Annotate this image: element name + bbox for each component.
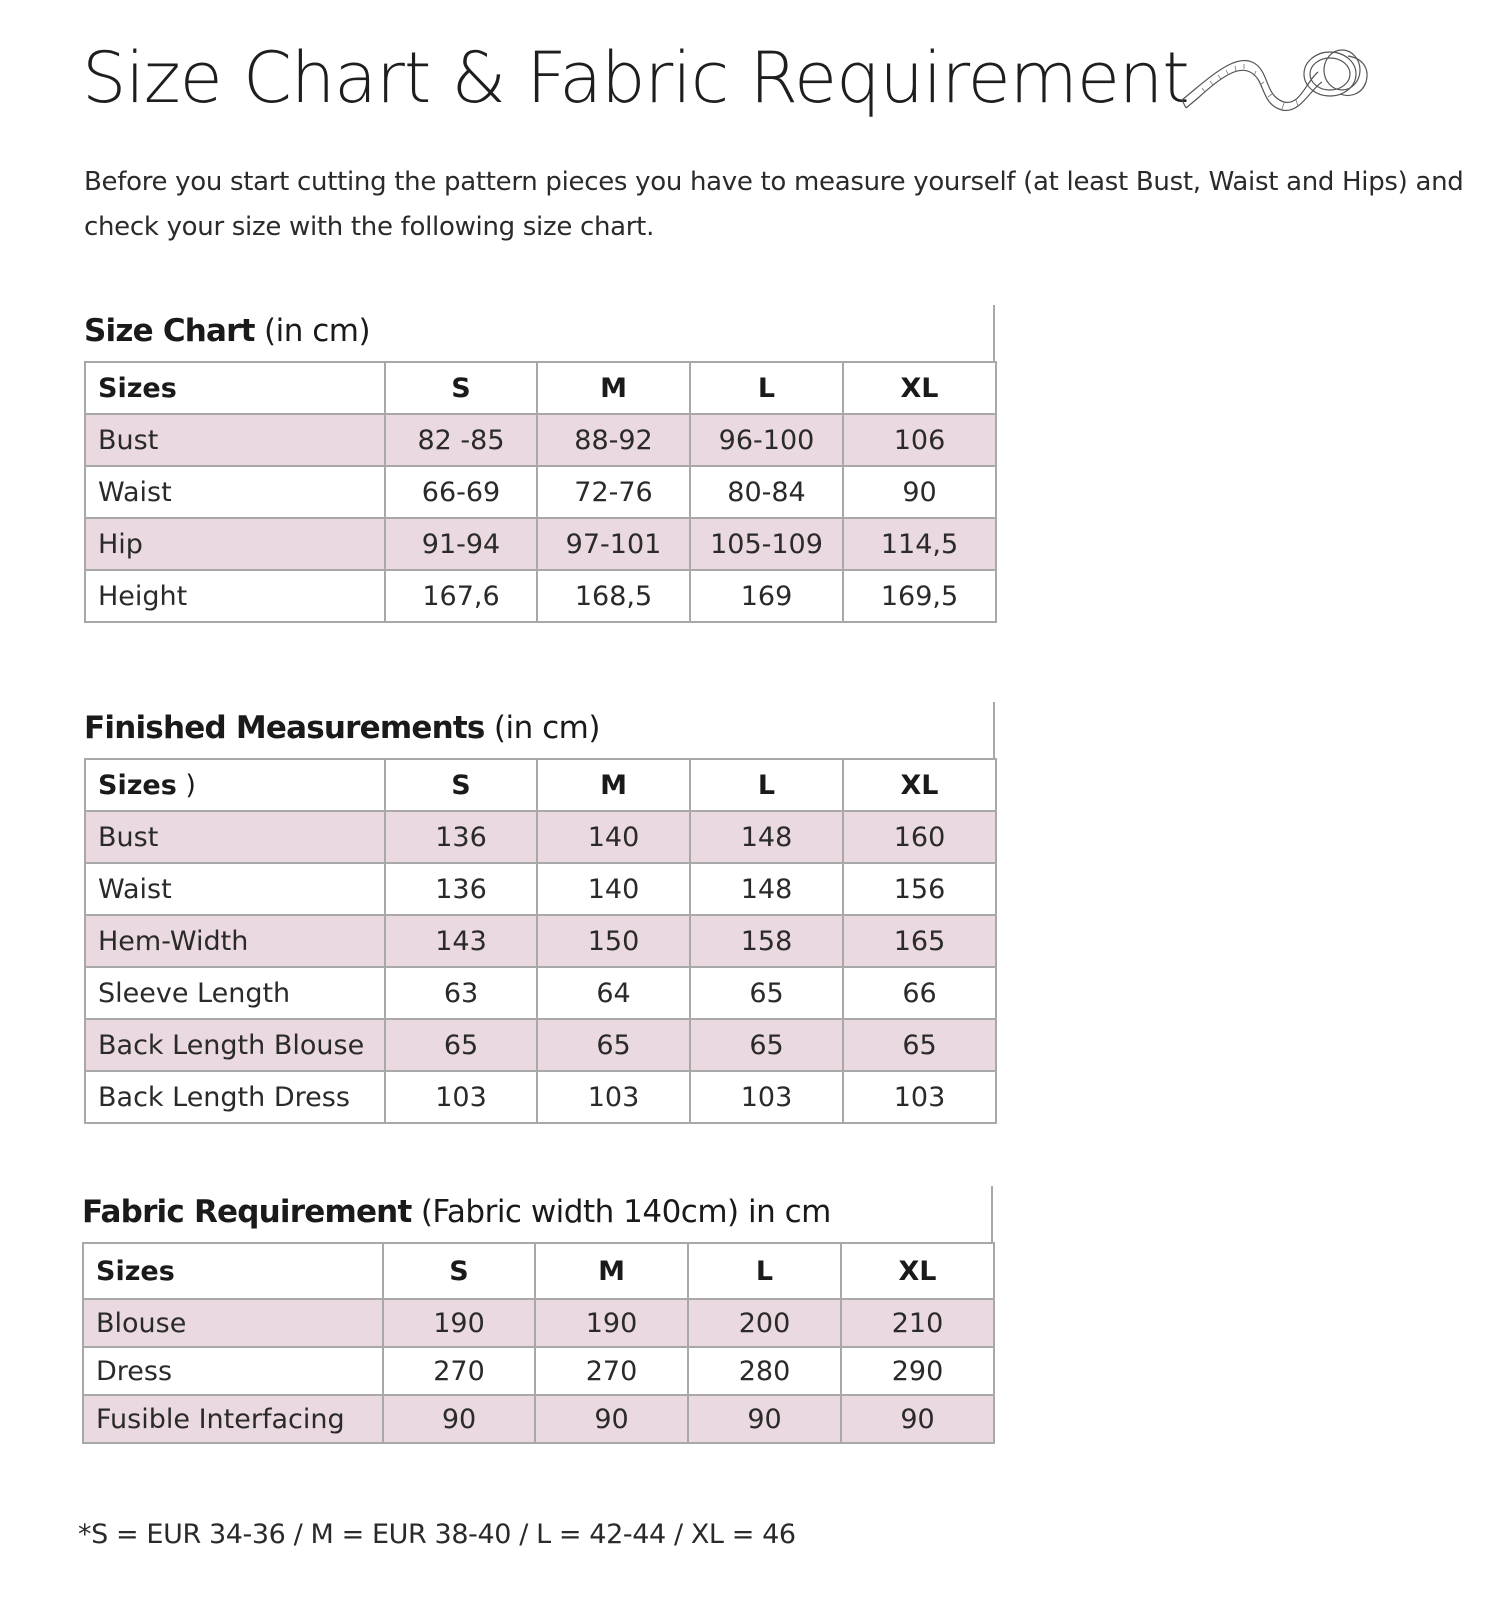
table-cell: 91-94 <box>385 518 537 570</box>
table-row <box>83 1347 994 1395</box>
table-row <box>85 518 996 570</box>
table-cell: 90 <box>688 1395 841 1443</box>
row-label: Dress <box>83 1347 383 1395</box>
measuring-tape-icon <box>1180 38 1370 118</box>
table-cell: 72-76 <box>537 466 690 518</box>
fabric-requirement-section <box>82 1186 993 1444</box>
column-header: Sizes <box>85 362 385 414</box>
table-row <box>85 811 996 863</box>
table-cell: 167,6 <box>385 570 537 622</box>
row-label: Fusible Interfacing <box>83 1395 383 1443</box>
table-row <box>83 1395 994 1443</box>
table-cell: 65 <box>385 1019 537 1071</box>
table-cell: 63 <box>385 967 537 1019</box>
fabric-requirement-title-bold: Fabric Requirement <box>82 1194 412 1230</box>
table-cell: 80-84 <box>690 466 843 518</box>
row-label: Back Length Blouse <box>85 1019 385 1071</box>
table-cell: 105-109 <box>690 518 843 570</box>
table-cell: 270 <box>383 1347 535 1395</box>
column-header: M <box>537 759 690 811</box>
table-cell: 140 <box>537 863 690 915</box>
column-header: M <box>537 362 690 414</box>
table-cell: 106 <box>843 414 996 466</box>
table-cell: 169 <box>690 570 843 622</box>
table-cell: 82 -85 <box>385 414 537 466</box>
table-cell: 200 <box>688 1299 841 1347</box>
table-header-row <box>85 759 996 811</box>
table-row <box>85 570 996 622</box>
table-cell: 136 <box>385 863 537 915</box>
table-cell: 148 <box>690 811 843 863</box>
table-cell: 114,5 <box>843 518 996 570</box>
size-conversion-footnote: *S = EUR 34-36 / M = EUR 38-40 / L = 42-44 / XL = 46 <box>78 1519 796 1550</box>
table-cell: 280 <box>688 1347 841 1395</box>
table-cell: 143 <box>385 915 537 967</box>
table-cell: 103 <box>537 1071 690 1123</box>
fabric-requirement-title <box>82 1186 993 1242</box>
table-row <box>85 915 996 967</box>
table-row <box>85 1019 996 1071</box>
table-cell: 136 <box>385 811 537 863</box>
finished-measurements-title-unit: (in cm) <box>484 710 600 746</box>
table-row <box>85 863 996 915</box>
row-label: Back Length Dress <box>85 1071 385 1123</box>
table-row <box>85 414 996 466</box>
table-cell: 168,5 <box>537 570 690 622</box>
table-cell: 169,5 <box>843 570 996 622</box>
finished-measurements-title-bold: Finished Measurements <box>84 710 485 746</box>
finished-measurements-section <box>84 702 995 1124</box>
table-cell: 66-69 <box>385 466 537 518</box>
table-cell: 190 <box>535 1299 688 1347</box>
table-cell: 210 <box>841 1299 994 1347</box>
table-cell: 150 <box>537 915 690 967</box>
table-cell: 190 <box>383 1299 535 1347</box>
column-header: XL <box>843 759 996 811</box>
column-header: S <box>383 1243 535 1299</box>
column-header: XL <box>841 1243 994 1299</box>
table-cell: 66 <box>843 967 996 1019</box>
table-row <box>85 1071 996 1123</box>
column-header: L <box>690 362 843 414</box>
table-row <box>85 967 996 1019</box>
table-cell: 158 <box>690 915 843 967</box>
table-cell: 97-101 <box>537 518 690 570</box>
fabric-requirement-table <box>82 1242 995 1444</box>
row-label: Bust <box>85 414 385 466</box>
finished-measurements-title <box>84 702 995 758</box>
size-chart-title-unit: (in cm) <box>254 313 371 349</box>
table-cell: 65 <box>843 1019 996 1071</box>
column-header <box>85 759 385 811</box>
table-cell: 165 <box>843 915 996 967</box>
row-label: Height <box>85 570 385 622</box>
table-cell: 88-92 <box>537 414 690 466</box>
row-label: Waist <box>85 863 385 915</box>
table-cell: 90 <box>843 466 996 518</box>
column-header: L <box>688 1243 841 1299</box>
page-title: Size Chart & Fabric Requirement <box>82 37 1189 119</box>
table-cell: 148 <box>690 863 843 915</box>
table-cell: 90 <box>841 1395 994 1443</box>
row-label: Hip <box>85 518 385 570</box>
row-label: Bust <box>85 811 385 863</box>
fabric-requirement-title-unit: (Fabric width 140cm) in cm <box>411 1194 831 1230</box>
column-header: S <box>385 362 537 414</box>
table-cell: 103 <box>843 1071 996 1123</box>
table-row <box>85 466 996 518</box>
table-cell: 90 <box>383 1395 535 1443</box>
table-cell: 65 <box>690 1019 843 1071</box>
table-cell: 156 <box>843 863 996 915</box>
row-label: Sleeve Length <box>85 967 385 1019</box>
table-cell: 270 <box>535 1347 688 1395</box>
intro-text: Before you start cutting the pattern pieces you have to measure yourself (at least Bust, Waist and Hips) and check your size with the following size chart. <box>84 167 1464 242</box>
table-row <box>83 1299 994 1347</box>
table-header-row <box>85 362 996 414</box>
table-cell: 103 <box>690 1071 843 1123</box>
column-header: M <box>535 1243 688 1299</box>
table-cell: 103 <box>385 1071 537 1123</box>
table-cell: 290 <box>841 1347 994 1395</box>
column-header-suffix: ) <box>176 769 196 801</box>
column-header: S <box>385 759 537 811</box>
finished-measurements-table <box>84 758 997 1124</box>
table-header-row <box>83 1243 994 1299</box>
table-cell: 90 <box>535 1395 688 1443</box>
table-cell: 65 <box>537 1019 690 1071</box>
column-header: Sizes <box>83 1243 383 1299</box>
column-header: L <box>690 759 843 811</box>
column-header-text: Sizes <box>98 769 177 801</box>
table-cell: 65 <box>690 967 843 1019</box>
row-label: Hem-Width <box>85 915 385 967</box>
size-chart-section <box>84 305 995 623</box>
row-label: Blouse <box>83 1299 383 1347</box>
table-cell: 140 <box>537 811 690 863</box>
table-cell: 160 <box>843 811 996 863</box>
table-cell: 64 <box>537 967 690 1019</box>
column-header: XL <box>843 362 996 414</box>
table-cell: 96-100 <box>690 414 843 466</box>
size-chart-table <box>84 361 997 623</box>
size-chart-title-bold: Size Chart <box>84 313 255 349</box>
row-label: Waist <box>85 466 385 518</box>
size-chart-title <box>84 305 995 361</box>
